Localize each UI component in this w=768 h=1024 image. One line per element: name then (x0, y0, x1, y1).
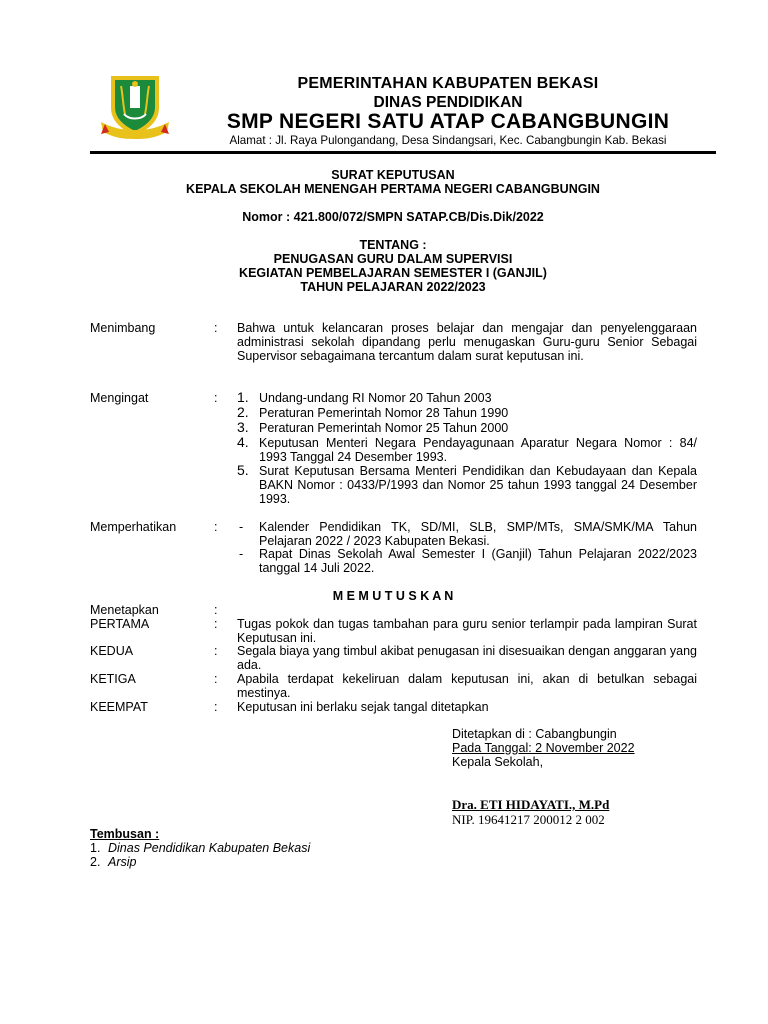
keempat-colon: : (214, 700, 218, 714)
subject-line-3: TAHUN PELAJARAN 2022/2023 (300, 280, 486, 294)
letterhead-school-name: SMP NEGERI SATU ATAP CABANGBUNGIN (226, 110, 670, 133)
tembusan-number: 1. (90, 841, 101, 855)
memperhatikan-item: Kalender Pendidikan TK, SD/MI, SLB, SMP/MTs, SMA/SMK/MA Tahun Pelajaran 2022 / 2023 Kabupaten Bekasi. (259, 520, 697, 548)
kedua-label: KEDUA (90, 644, 134, 658)
mengingat-item: Surat Keputusan Bersama Menteri Pendidikan dan Kebudayaan dan Kepala BAKN Nomor : 0433/P/1993 dan Nomor 25 tahun 1993 tanggal 24 Desember 1993. (259, 464, 697, 506)
mengingat-number: 4. (237, 434, 249, 450)
ketiga-text: Apabila terdapat kekeliruan dalam keputusan ini, akan di betulkan sebagai mestinya. (237, 672, 697, 700)
signature-date: Pada Tanggal: 2 November 2022 (452, 741, 635, 755)
mengingat-number: 5. (237, 462, 249, 478)
menimbang-label: Menimbang (90, 321, 156, 335)
kedua-text: Segala biaya yang timbul akibat penugasan ini disesuaikan dengan anggaran yang ada. (237, 644, 697, 672)
memperhatikan-item: Rapat Dinas Sekolah Awal Semester I (Ganjil) Tahun Pelajaran 2022/2023 tanggal 14 Juli 2022. (259, 547, 697, 575)
mengingat-colon: : (214, 391, 218, 405)
mengingat-item: Peraturan Pemerintah Nomor 28 Tahun 1990 (259, 406, 509, 420)
menetapkan-label: Menetapkan (90, 603, 159, 617)
tentang-heading: TENTANG : (359, 238, 427, 252)
memperhatikan-colon: : (214, 520, 218, 534)
ketiga-label: KETIGA (90, 672, 136, 686)
letterhead-department: DINAS PENDIDIKAN (373, 94, 523, 111)
mengingat-number: 2. (237, 404, 249, 420)
letterhead-government: PEMERINTAHAN KABUPATEN BEKASI (297, 75, 599, 92)
signatory-nip: NIP. 19641217 200012 2 002 (452, 812, 605, 827)
decree-issuer: KEPALA SEKOLAH MENENGAH PERTAMA NEGERI CABANGBUNGIN (186, 182, 600, 196)
mengingat-label: Mengingat (90, 391, 149, 405)
subject-line-1: PENUGASAN GURU DALAM SUPERVISI (273, 252, 513, 266)
menimbang-text: Bahwa untuk kelancaran proses belajar dan mengajar dan penyelenggaraan administrasi sekolah dipandang perlu menugaskan Guru-guru Senior Sebagai Supervisor sebagaimana tercantum dalam surat keputusan ini. (237, 321, 697, 363)
letterhead-address: Alamat : Jl. Raya Pulongandang, Desa Sindangsari, Kec. Cabangbungin Kab. Bekasi (229, 134, 667, 147)
letterhead-divider (90, 151, 716, 154)
signatory-name: Dra. ETI HIDAYATI., M.Pd (452, 797, 610, 812)
signature-place: Ditetapkan di : Cabangbungin (452, 727, 617, 741)
memperhatikan-label: Memperhatikan (90, 520, 177, 534)
kabupaten-bekasi-emblem-icon (97, 72, 173, 142)
subject-line-2: KEGIATAN PEMBELAJARAN SEMESTER I (GANJIL) (239, 266, 547, 280)
signature-role: Kepala Sekolah, (452, 755, 544, 769)
ketiga-colon: : (214, 672, 218, 686)
keempat-label: KEEMPAT (90, 700, 148, 714)
memutuskan-heading: M E M U T U S K A N (332, 589, 454, 603)
tembusan-number: 2. (90, 855, 101, 869)
memperhatikan-bullet: - (239, 547, 244, 561)
tembusan-item: Dinas Pendidikan Kabupaten Bekasi (108, 841, 311, 855)
keempat-text: Keputusan ini berlaku sejak tangal ditetapkan (237, 700, 489, 714)
pertama-label: PERTAMA (90, 617, 150, 631)
memperhatikan-bullet: - (239, 520, 244, 534)
mengingat-number: 1. (237, 389, 249, 405)
mengingat-item: Peraturan Pemerintah Nomor 25 Tahun 2000 (259, 421, 509, 435)
pertama-colon: : (214, 617, 218, 631)
menetapkan-colon: : (214, 603, 218, 617)
decree-number: Nomor : 421.800/072/SMPN SATAP.CB/Dis.Dik/2022 (242, 210, 544, 224)
decree-title: SURAT KEPUTUSAN (331, 168, 455, 182)
mengingat-item: Undang-undang RI Nomor 20 Tahun 2003 (259, 391, 492, 405)
kedua-colon: : (214, 644, 218, 658)
menimbang-colon: : (214, 321, 218, 335)
mengingat-number: 3. (237, 419, 249, 435)
tembusan-item: Arsip (108, 855, 137, 869)
pertama-text: Tugas pokok dan tugas tambahan para guru senior terlampir pada lampiran Surat Keputusan ini. (237, 617, 697, 645)
mengingat-item: Keputusan Menteri Negara Pendayagunaan Aparatur Negara Nomor : 84/ 1993 Tanggal 24 Desember 1993. (259, 436, 697, 464)
tembusan-heading: Tembusan : (90, 827, 160, 841)
